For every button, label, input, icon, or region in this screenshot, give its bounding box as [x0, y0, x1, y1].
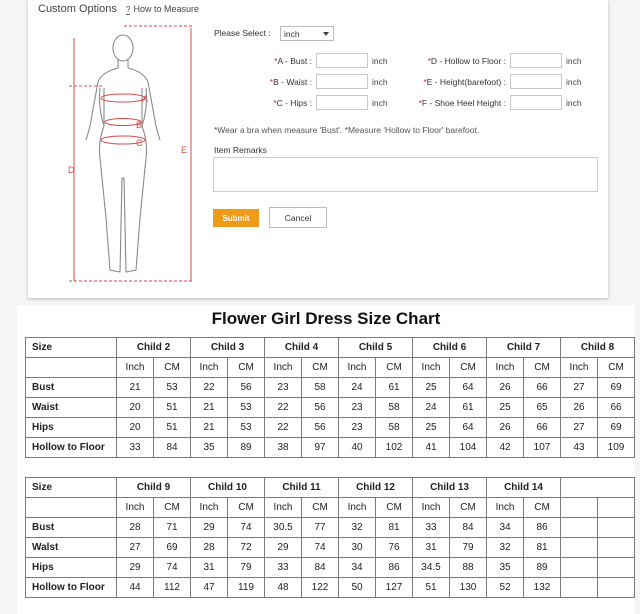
table-cell: 33	[117, 438, 154, 458]
table-cell: 32	[339, 518, 376, 538]
unit-cm-header: CM	[154, 498, 191, 518]
unit-cm-header: CM	[154, 358, 191, 378]
unit-inch-header: Inch	[339, 498, 376, 518]
table-cell: 132	[524, 578, 561, 598]
unit-inch-header: Inch	[191, 498, 228, 518]
table-cell: 40	[339, 438, 376, 458]
size-group-header: Child 9	[117, 478, 191, 498]
hollow-to-floor-unit: inch	[566, 56, 582, 66]
chevron-down-icon	[323, 32, 329, 36]
size-group-header: Child 6	[413, 338, 487, 358]
table-cell: 33	[413, 518, 450, 538]
shoe-heel-height-label: *F - Shoe Heel Height :	[418, 98, 506, 108]
size-chart-title: Flower Girl Dress Size Chart	[211, 309, 441, 328]
table-cell: 72	[228, 538, 265, 558]
table-unit-row	[26, 498, 635, 518]
table-cell: 58	[376, 418, 413, 438]
table-cell: 89	[524, 558, 561, 578]
unit-cm-header: CM	[450, 498, 487, 518]
row-label: Hollow to Floor	[26, 438, 117, 458]
table-cell: 25	[487, 398, 524, 418]
table-cell: 66	[524, 418, 561, 438]
table-cell: 34	[339, 558, 376, 578]
table-row	[26, 578, 635, 598]
table-row	[26, 418, 635, 438]
table-cell: 38	[265, 438, 302, 458]
table-cell: 71	[154, 518, 191, 538]
size-group-header: Child 7	[487, 338, 561, 358]
size-group-header: Child 13	[413, 478, 487, 498]
table-cell: 41	[413, 438, 450, 458]
please-select-label: Please Select :	[214, 28, 271, 38]
table-cell: 58	[376, 398, 413, 418]
size-group-header: Child 14	[487, 478, 561, 498]
unit-cm-header: CM	[376, 498, 413, 518]
table-cell: 23	[265, 378, 302, 398]
table-cell: 27	[117, 538, 154, 558]
table-cell: 27	[561, 418, 598, 438]
size-table-child-9-14	[25, 477, 635, 598]
table-cell: 34	[487, 518, 524, 538]
table-cell: 69	[598, 378, 635, 398]
table-cell: 58	[302, 378, 339, 398]
height-unit: inch	[566, 77, 582, 87]
table-cell: 48	[265, 578, 302, 598]
table-cell: 43	[561, 438, 598, 458]
hips-input[interactable]	[316, 95, 368, 110]
table-cell: 56	[302, 418, 339, 438]
unit-inch-header: Inch	[191, 358, 228, 378]
table-cell: 104	[450, 438, 487, 458]
table-row	[26, 398, 635, 418]
submit-button[interactable]: Submit	[213, 209, 259, 227]
unit-inch-header: Inch	[413, 358, 450, 378]
unit-cm-header: CM	[450, 358, 487, 378]
table-cell: 56	[302, 398, 339, 418]
table-cell: 22	[265, 418, 302, 438]
table-header-row	[26, 338, 635, 358]
table-cell: 27	[561, 378, 598, 398]
table-cell: 29	[117, 558, 154, 578]
table-cell: 35	[487, 558, 524, 578]
unit-inch-header: Inch	[339, 358, 376, 378]
table-cell: 35	[191, 438, 228, 458]
table-cell: 84	[154, 438, 191, 458]
table-cell: 47	[191, 578, 228, 598]
height-label: *E - Height(barefoot) :	[423, 77, 506, 87]
table-row	[26, 438, 635, 458]
table-cell: 30	[339, 538, 376, 558]
custom-options-panel	[28, 0, 608, 298]
table-row	[26, 518, 635, 538]
empty-cell	[598, 578, 635, 598]
row-label: Hips	[26, 558, 117, 578]
size-header: Size	[26, 478, 117, 498]
table-cell: 86	[376, 558, 413, 578]
unit-inch-header: Inch	[487, 358, 524, 378]
table-cell: 22	[191, 378, 228, 398]
unit-cm-header: CM	[524, 498, 561, 518]
table-cell: 84	[302, 558, 339, 578]
empty-cell	[561, 498, 598, 518]
table-cell: 20	[117, 418, 154, 438]
unit-inch-header: Inch	[117, 358, 154, 378]
size-group-header: Child 10	[191, 478, 265, 498]
row-label: Bust	[26, 518, 117, 538]
table-cell: 109	[598, 438, 635, 458]
table-cell: 24	[413, 398, 450, 418]
table-cell: 31	[191, 558, 228, 578]
table-cell: 44	[117, 578, 154, 598]
table-cell: 130	[450, 578, 487, 598]
table-cell: 30.5	[265, 518, 302, 538]
row-label: Waist	[26, 398, 117, 418]
table-cell: 29	[265, 538, 302, 558]
table-cell: 33	[265, 558, 302, 578]
table-cell: 53	[228, 418, 265, 438]
bust-input[interactable]	[316, 53, 368, 68]
table-cell: 26	[487, 418, 524, 438]
table-cell: 107	[524, 438, 561, 458]
table-cell: 81	[524, 538, 561, 558]
figure-letter-d: D	[68, 165, 75, 175]
waist-unit: inch	[372, 77, 388, 87]
measurement-note: *Wear a bra when measure 'Bust'. *Measure 'Hollow to Floor' barefoot.	[214, 125, 480, 135]
table-cell: 127	[376, 578, 413, 598]
table-cell: 64	[450, 378, 487, 398]
table-cell: 32	[487, 538, 524, 558]
item-remarks-textarea[interactable]	[213, 157, 598, 192]
table-cell: 25	[413, 378, 450, 398]
table-cell: 21	[191, 418, 228, 438]
table-cell: 61	[450, 398, 487, 418]
table-cell: 79	[450, 538, 487, 558]
table-cell: 22	[265, 398, 302, 418]
size-header: Size	[26, 338, 117, 358]
table-cell: 20	[117, 398, 154, 418]
table-cell: 122	[302, 578, 339, 598]
table-cell: 53	[228, 398, 265, 418]
table-cell: 56	[228, 378, 265, 398]
table-cell: 51	[154, 398, 191, 418]
row-label: Bust	[26, 378, 117, 398]
table-cell: 102	[376, 438, 413, 458]
row-label: Hollow to Floor	[26, 578, 117, 598]
table-row	[26, 538, 635, 558]
unit-cm-header: CM	[302, 498, 339, 518]
unit-cm-header: CM	[228, 498, 265, 518]
table-cell: 23	[339, 398, 376, 418]
table-cell: 69	[598, 418, 635, 438]
bust-unit: inch	[372, 56, 388, 66]
table-cell: 88	[450, 558, 487, 578]
row-label: Walst	[26, 538, 117, 558]
table-cell: 21	[117, 378, 154, 398]
size-group-header: Child 12	[339, 478, 413, 498]
table-cell: 81	[376, 518, 413, 538]
unit-inch-header: Inch	[265, 498, 302, 518]
table-cell: 86	[524, 518, 561, 538]
table-cell: 79	[228, 558, 265, 578]
table-cell: 89	[228, 438, 265, 458]
table-cell: 34.5	[413, 558, 450, 578]
cancel-button[interactable]: Cancel	[269, 207, 327, 228]
empty-cell	[598, 538, 635, 558]
measurement-figure	[34, 18, 194, 293]
table-cell: 26	[561, 398, 598, 418]
table-cell: 74	[154, 558, 191, 578]
height-input[interactable]	[510, 74, 562, 89]
how-to-measure-label: How to Measure	[133, 4, 199, 14]
hips-label: *C - Hips :	[273, 98, 312, 108]
hips-unit: inch	[372, 98, 388, 108]
table-unit-row	[26, 358, 635, 378]
unit-inch-header: Inch	[487, 498, 524, 518]
size-group-header: Child 4	[265, 338, 339, 358]
item-remarks-label: Item Remarks	[214, 145, 267, 155]
figure-letter-a: A	[142, 94, 149, 104]
figure-letter-c: C	[136, 138, 143, 148]
table-cell: 23	[339, 418, 376, 438]
row-label: Hips	[26, 418, 117, 438]
unit-cm-header: CM	[376, 358, 413, 378]
bust-label: *A - Bust :	[274, 56, 312, 66]
empty-cell	[561, 518, 598, 538]
table-cell: 42	[487, 438, 524, 458]
empty-cell	[561, 558, 598, 578]
table-cell: 51	[413, 578, 450, 598]
unit-inch-header: Inch	[413, 498, 450, 518]
table-cell: 28	[117, 518, 154, 538]
table-header-row	[26, 478, 635, 498]
empty-cell	[598, 518, 635, 538]
table-cell: 66	[524, 378, 561, 398]
size-group-header: Child 2	[117, 338, 191, 358]
table-cell: 53	[154, 378, 191, 398]
waist-label: *B - Waist :	[269, 77, 312, 87]
table-row	[26, 378, 635, 398]
empty-cell	[598, 558, 635, 578]
table-cell: 52	[487, 578, 524, 598]
hollow-to-floor-input[interactable]	[510, 53, 562, 68]
table-cell: 51	[154, 418, 191, 438]
table-cell: 61	[376, 378, 413, 398]
unit-cm-header: CM	[524, 358, 561, 378]
figure-letter-e: E	[181, 145, 188, 155]
table-cell: 21	[191, 398, 228, 418]
table-cell: 50	[339, 578, 376, 598]
table-cell: 24	[339, 378, 376, 398]
table-cell: 66	[598, 398, 635, 418]
table-cell: 64	[450, 418, 487, 438]
table-cell: 26	[487, 378, 524, 398]
size-group-header: Child 8	[561, 338, 635, 358]
table-cell: 76	[376, 538, 413, 558]
unit-inch-header: Inch	[265, 358, 302, 378]
table-cell: 119	[228, 578, 265, 598]
size-group-header: Child 5	[339, 338, 413, 358]
figure-letter-b: B	[136, 120, 143, 130]
shoe-heel-height-unit: inch	[566, 98, 582, 108]
custom-options-title: Custom Options	[38, 3, 117, 15]
unit-inch-header: Inch	[561, 358, 598, 378]
unit-cm-header: CM	[302, 358, 339, 378]
size-table-child-2-8	[25, 337, 635, 458]
unit-select-value: inch	[284, 29, 300, 39]
shoe-heel-height-input[interactable]	[510, 95, 562, 110]
table-cell: 29	[191, 518, 228, 538]
waist-input[interactable]	[316, 74, 368, 89]
unit-select[interactable]	[280, 26, 334, 41]
unit-cm-header: CM	[228, 358, 265, 378]
hollow-to-floor-label: *D - Hollow to Floor :	[427, 56, 506, 66]
unit-inch-header: Inch	[117, 498, 154, 518]
table-cell: 77	[302, 518, 339, 538]
table-cell: 65	[524, 398, 561, 418]
how-to-measure-link[interactable]	[126, 4, 199, 15]
table-cell: 28	[191, 538, 228, 558]
empty-cell	[561, 478, 635, 498]
table-row	[26, 558, 635, 578]
table-cell: 25	[413, 418, 450, 438]
table-cell: 31	[413, 538, 450, 558]
size-group-header: Child 3	[191, 338, 265, 358]
empty-cell	[598, 498, 635, 518]
question-icon: ?	[126, 5, 131, 14]
table-cell: 97	[302, 438, 339, 458]
empty-cell	[561, 538, 598, 558]
table-cell: 74	[302, 538, 339, 558]
table-cell: 112	[154, 578, 191, 598]
unit-cm-header: CM	[598, 358, 635, 378]
size-group-header: Child 11	[265, 478, 339, 498]
empty-cell	[561, 578, 598, 598]
table-cell: 74	[228, 518, 265, 538]
table-cell: 69	[154, 538, 191, 558]
table-cell: 84	[450, 518, 487, 538]
size-chart	[17, 305, 635, 614]
